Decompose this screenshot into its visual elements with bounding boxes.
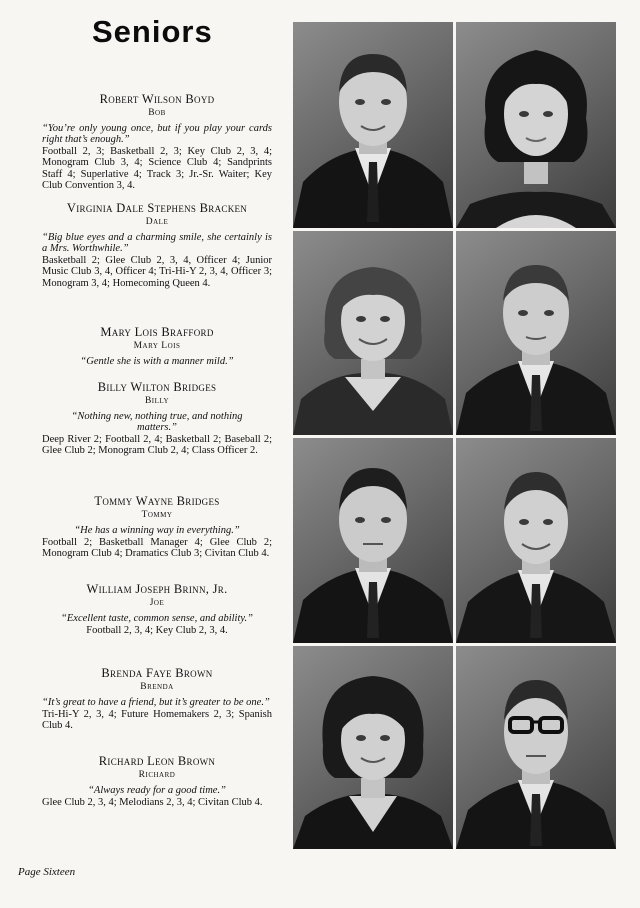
portrait-photo-brinn <box>456 438 616 643</box>
senior-entry-3 <box>42 327 272 368</box>
senior-quote: “Always ready for a good time.” <box>88 784 226 796</box>
portrait-photo-bracken <box>456 22 616 228</box>
senior-entry-8 <box>42 756 272 808</box>
page-footer: Page Sixteen <box>18 866 76 878</box>
senior-nickname: Joe <box>149 598 165 609</box>
senior-entry-6 <box>42 584 272 636</box>
senior-nickname: Tommy <box>141 510 173 521</box>
senior-nickname: Bob <box>148 108 166 119</box>
senior-activities: Football 2, 3, 4; Key Club 2, 3, 4. <box>86 624 228 636</box>
senior-quote: “Excellent taste, common sense, and ability.” <box>61 612 253 624</box>
senior-entry-7 <box>42 668 272 731</box>
senior-activities: Football 2; Basketball Manager 4; Glee Club 2; Monogram Club 4; Dramatics Club 3; Civitan Club 4. <box>42 536 272 560</box>
senior-name: Robert Wilson Boyd <box>99 92 215 106</box>
senior-activities: Football 2, 3; Basketball 2, 3; Key Club 2, 3, 4; Monogram Club 3, 4; Science Club 4; Sandprints Staff 4; Superlative 4; Track 3; Jr.-Sr. Waiter; Key Club Convention 3, 4. <box>42 146 272 192</box>
senior-quote: “Gentle she is with a manner mild.” <box>80 355 234 367</box>
portrait-photo-tommy-bridges <box>293 438 453 643</box>
senior-nickname: Richard <box>138 770 176 781</box>
senior-activities: Basketball 2; Glee Club 2, 3, 4, Officer 4; Junior Music Club 3, 4, Officer 4; Tri-Hi-Y 2, 3, 4, Officer 3; Monogram 3, 4; Homecoming Queen 4. <box>42 255 272 289</box>
senior-quote: “Nothing new, nothing true, and nothing matters.” <box>71 410 243 433</box>
portrait-photo-richard-brown <box>456 646 616 849</box>
senior-name: Virginia Dale Stephens Bracken <box>66 201 248 215</box>
senior-activities: Glee Club 2, 3, 4; Melodians 2, 3, 4; Civitan Club 4. <box>42 796 263 808</box>
senior-entry-2 <box>42 203 272 289</box>
senior-name: Billy Wilton Bridges <box>97 380 217 394</box>
portrait-photo-brafford <box>293 231 453 435</box>
portrait-photo-billy-bridges <box>456 231 616 435</box>
senior-activities: Tri-Hi-Y 2, 3, 4; Future Homemakers 2, 3; Spanish Club 4. <box>42 708 272 732</box>
senior-activities: Deep River 2; Football 2, 4; Basketball 2; Baseball 2; Glee Club 2; Monogram Club 2, 4; Class Officer 2. <box>42 434 272 457</box>
senior-quote: “He has a winning way in everything.” <box>74 524 240 536</box>
portrait-photo-boyd <box>293 22 453 228</box>
senior-nickname: Billy <box>144 396 170 407</box>
senior-quote: “You’re only young once, but if you play your cards right that’s enough.” <box>42 122 272 145</box>
senior-quote: “It’s great to have a friend, but it’s greater to be one.” <box>42 696 270 708</box>
senior-entry-5 <box>42 496 272 559</box>
senior-name: William Joseph Brinn, Jr. <box>86 582 228 596</box>
senior-entry-1 <box>42 94 272 191</box>
senior-name: Tommy Wayne Bridges <box>94 494 220 508</box>
senior-nickname: Dale <box>145 217 169 228</box>
senior-name: Mary Lois Brafford <box>100 325 214 339</box>
senior-quote: “Big blue eyes and a charming smile, she certainly is a Mrs. Worthwhile.” <box>42 231 272 254</box>
senior-name: Brenda Faye Brown <box>101 666 213 680</box>
senior-nickname: Brenda <box>140 682 174 693</box>
senior-name: Richard Leon Brown <box>98 754 216 768</box>
portrait-photo-brenda-brown <box>293 646 453 849</box>
senior-entry-4 <box>42 382 272 457</box>
senior-nickname: Mary Lois <box>133 341 181 352</box>
page-title: Seniors <box>92 14 213 49</box>
